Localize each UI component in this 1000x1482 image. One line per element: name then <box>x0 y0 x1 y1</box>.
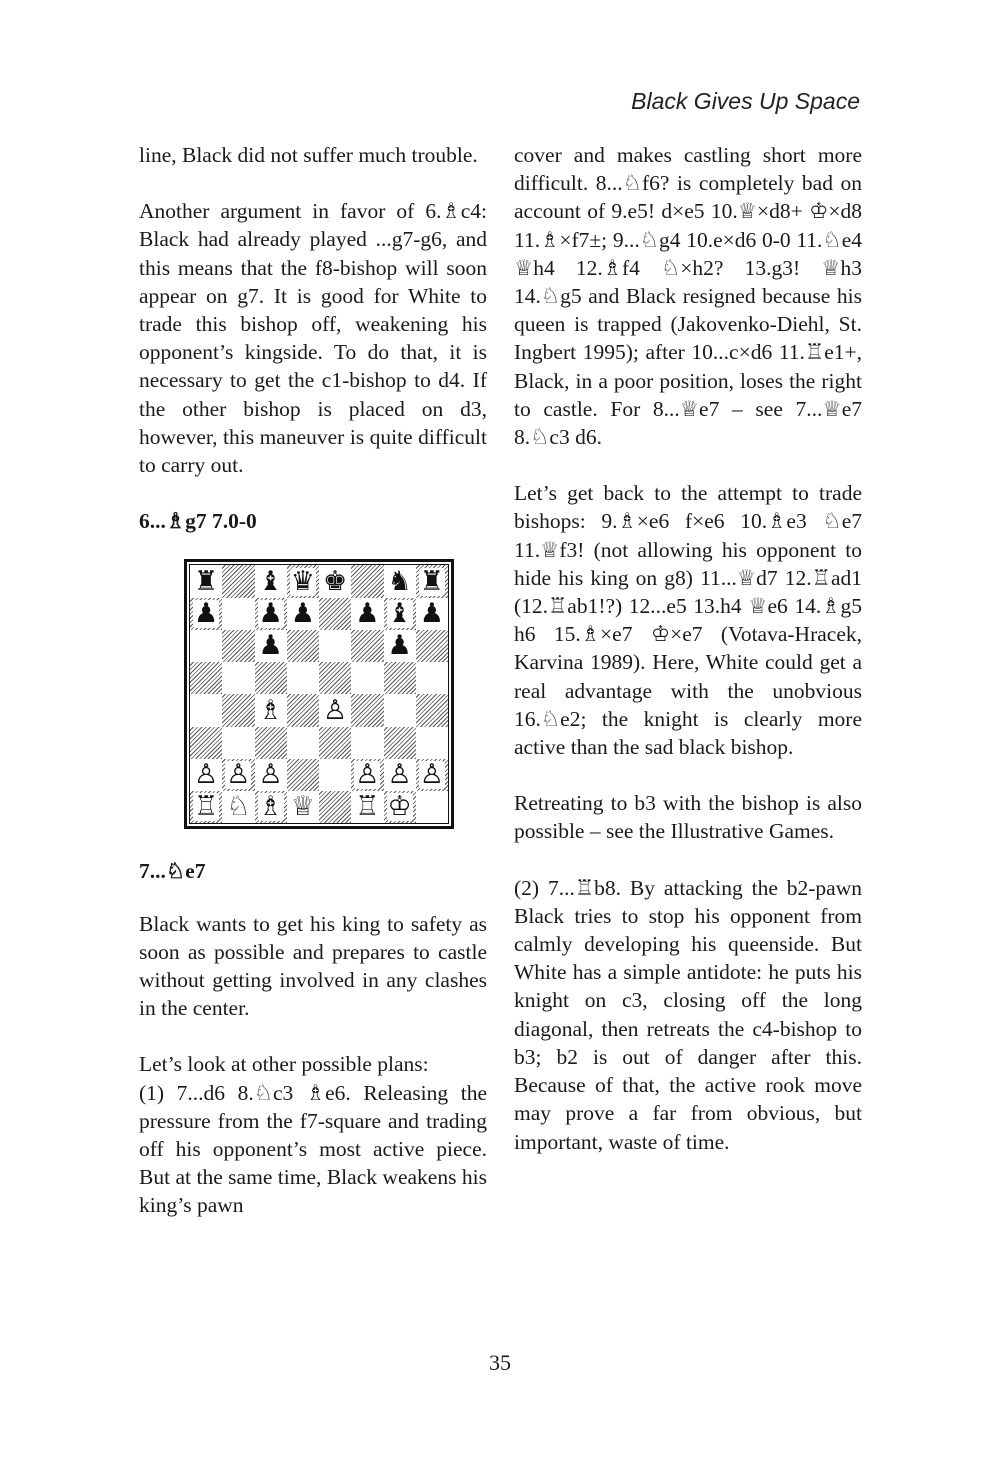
left-column <box>139 141 487 1248</box>
chess-piece-icon: ♚ <box>323 565 348 597</box>
board-square <box>190 630 222 662</box>
paragraph: (2) 7...♖b8. By attacking the b2-pawn Black tries to stop his opponent from calmly developing his queenside. But White has a simple antidote: he puts his knight on c3, closing off the long diagonal, then retreats the c4-bishop to b3; b2 is out of danger after this. Because of that, the active rook move may prove a far from obvious, but important, waste of time. <box>514 875 862 1154</box>
chess-piece-icon: ♙ <box>194 759 219 791</box>
board-square <box>384 727 416 759</box>
board-square <box>351 727 383 759</box>
board-square <box>287 630 319 662</box>
board-square <box>255 662 287 694</box>
board-square <box>351 791 383 823</box>
board-square <box>287 598 319 630</box>
board-square <box>319 759 351 791</box>
board-square <box>351 662 383 694</box>
board-square <box>222 662 254 694</box>
board-square <box>190 694 222 726</box>
paragraph: line, Black did not suffer much trouble. <box>139 143 478 167</box>
board-square <box>319 565 351 597</box>
chess-piece-icon: ♙ <box>387 759 412 791</box>
chess-piece-icon: ♟ <box>194 597 219 629</box>
board-square <box>416 565 448 597</box>
board-square <box>319 662 351 694</box>
board-square <box>416 791 448 823</box>
board-square <box>416 662 448 694</box>
chess-piece-icon: ♔ <box>387 791 412 823</box>
paragraph: Retreating to b3 with the bishop is also possible – see the Illustrative Games. <box>514 791 862 844</box>
board-square <box>416 598 448 630</box>
chess-piece-icon: ♛ <box>290 565 315 597</box>
chess-piece-icon: ♜ <box>194 565 219 597</box>
paragraph: Another argument in favor of 6.♗c4: Black had already played ...g7-g6, and this means that the f8-bishop will soon appear on g7. It is good for White to trade this bishop off, weakening his opponent’s kingside. To do that, it is necessary to get the c1-bishop to d4. If the other bishop is placed on d3, however, this maneuver is quite difficult to carry out. <box>139 199 487 478</box>
chess-piece-icon: ♙ <box>323 694 348 726</box>
chess-piece-icon: ♟ <box>258 630 283 662</box>
board-square <box>384 662 416 694</box>
board-square <box>416 759 448 791</box>
chess-piece-icon: ♟ <box>419 597 444 629</box>
board-square <box>255 727 287 759</box>
board-square <box>255 598 287 630</box>
paragraph: Let’s look at other possible plans: <box>139 1052 429 1077</box>
page-number: 35 <box>489 1350 511 1375</box>
board-square <box>287 727 319 759</box>
chess-piece-icon: ♟ <box>290 597 315 629</box>
board-square <box>416 694 448 726</box>
board-square <box>190 759 222 791</box>
chess-piece-icon: ♗ <box>258 791 283 823</box>
board-square <box>351 565 383 597</box>
right-column <box>514 141 862 1184</box>
board-square <box>222 598 254 630</box>
board-square <box>351 630 383 662</box>
board-square <box>287 565 319 597</box>
board-square <box>384 694 416 726</box>
chess-piece-icon: ♘ <box>226 791 251 823</box>
board-square <box>222 565 254 597</box>
paragraph: cover and makes castling short more difficult. 8...♘f6? is completely bad on account of 9.e5! d×e5 10.♕×d8+ ♔×d8 11.♗×f7±; 9...♘g4 10.e×d6 0-0 11.♘e4 ♕h4 12.♗f4 ♘×h2? 13.g3! ♕h3 14.♘g5 and Black resigned because his queen is trapped (Jakovenko-Diehl, St. Ingbert 1995); after 10...c×d6 11.♖e1+, Black, in a poor position, loses the right to castle. For 8...♕e7 – see 7...♕e7 8.♘c3 d6. <box>514 143 862 450</box>
board-square <box>222 727 254 759</box>
board-square <box>222 759 254 791</box>
chess-piece-icon: ♙ <box>226 759 251 791</box>
chess-piece-icon: ♟ <box>387 630 412 662</box>
board-square <box>222 630 254 662</box>
board-square <box>384 630 416 662</box>
board-square <box>190 598 222 630</box>
paragraph: (1) 7...d6 8.♘c3 ♗e6. Releasing the pressure from the f7-square and trading off his opponent’s most active piece. But at the same time, Black weakens his king’s pawn <box>139 1080 487 1218</box>
move-heading: 7...♘e7 <box>139 859 206 884</box>
board-square <box>255 791 287 823</box>
board-square <box>384 598 416 630</box>
chess-piece-icon: ♙ <box>419 759 444 791</box>
board-square <box>351 598 383 630</box>
board-square <box>384 759 416 791</box>
chess-piece-icon: ♝ <box>387 597 412 629</box>
chess-piece-icon: ♕ <box>290 791 315 823</box>
board-square <box>384 565 416 597</box>
board-square <box>351 694 383 726</box>
board-square <box>287 662 319 694</box>
board-square <box>255 630 287 662</box>
board-square <box>384 791 416 823</box>
chess-piece-icon: ♞ <box>387 565 412 597</box>
move-heading: 6...♗g7 7.0-0 <box>139 509 257 534</box>
board-square <box>255 694 287 726</box>
chess-diagram <box>184 559 454 829</box>
board-square <box>287 759 319 791</box>
board-square <box>255 565 287 597</box>
board-square <box>190 727 222 759</box>
paragraph: Let’s get back to the attempt to trade bishops: 9.♗×e6 f×e6 10.♗e3 ♘e7 11.♕f3! (not allowing his opponent to hide his king on g8) 11...♕d7 12.♖ad1 (12.♖ab1!?) 12...e5 13.h4 ♕e6 14.♗g5 h6 15.♗×e7 ♔×e7 (Votava-Hracek, Karvina 1989). Here, White could get a real advantage with the unobvious 16.♘e2; the knight is clearly more active than the sad black bishop. <box>514 481 862 760</box>
board-square <box>287 694 319 726</box>
board-square <box>319 630 351 662</box>
chess-piece-icon: ♟ <box>258 597 283 629</box>
paragraph: Black wants to get his king to safety as soon as possible and prepares to castle without getting involved in any clashes in the center. <box>139 911 487 1021</box>
board-square <box>319 694 351 726</box>
chess-piece-icon: ♗ <box>258 694 283 726</box>
board-square <box>351 759 383 791</box>
board-square <box>287 791 319 823</box>
board-square <box>222 791 254 823</box>
chess-piece-icon: ♖ <box>194 791 219 823</box>
board-square <box>222 694 254 726</box>
chess-piece-icon: ♖ <box>355 791 380 823</box>
chess-piece-icon: ♟ <box>355 597 380 629</box>
board-square <box>190 791 222 823</box>
board-square <box>416 727 448 759</box>
running-head: Black Gives Up Space <box>631 88 860 114</box>
board-square <box>416 630 448 662</box>
board-square <box>190 565 222 597</box>
chess-board <box>189 564 449 824</box>
board-square <box>319 727 351 759</box>
chess-piece-icon: ♝ <box>258 565 283 597</box>
board-square <box>255 759 287 791</box>
chess-piece-icon: ♙ <box>258 759 283 791</box>
chess-piece-icon: ♙ <box>355 759 380 791</box>
board-square <box>319 598 351 630</box>
board-square <box>190 662 222 694</box>
board-square <box>319 791 351 823</box>
chess-piece-icon: ♜ <box>419 565 444 597</box>
